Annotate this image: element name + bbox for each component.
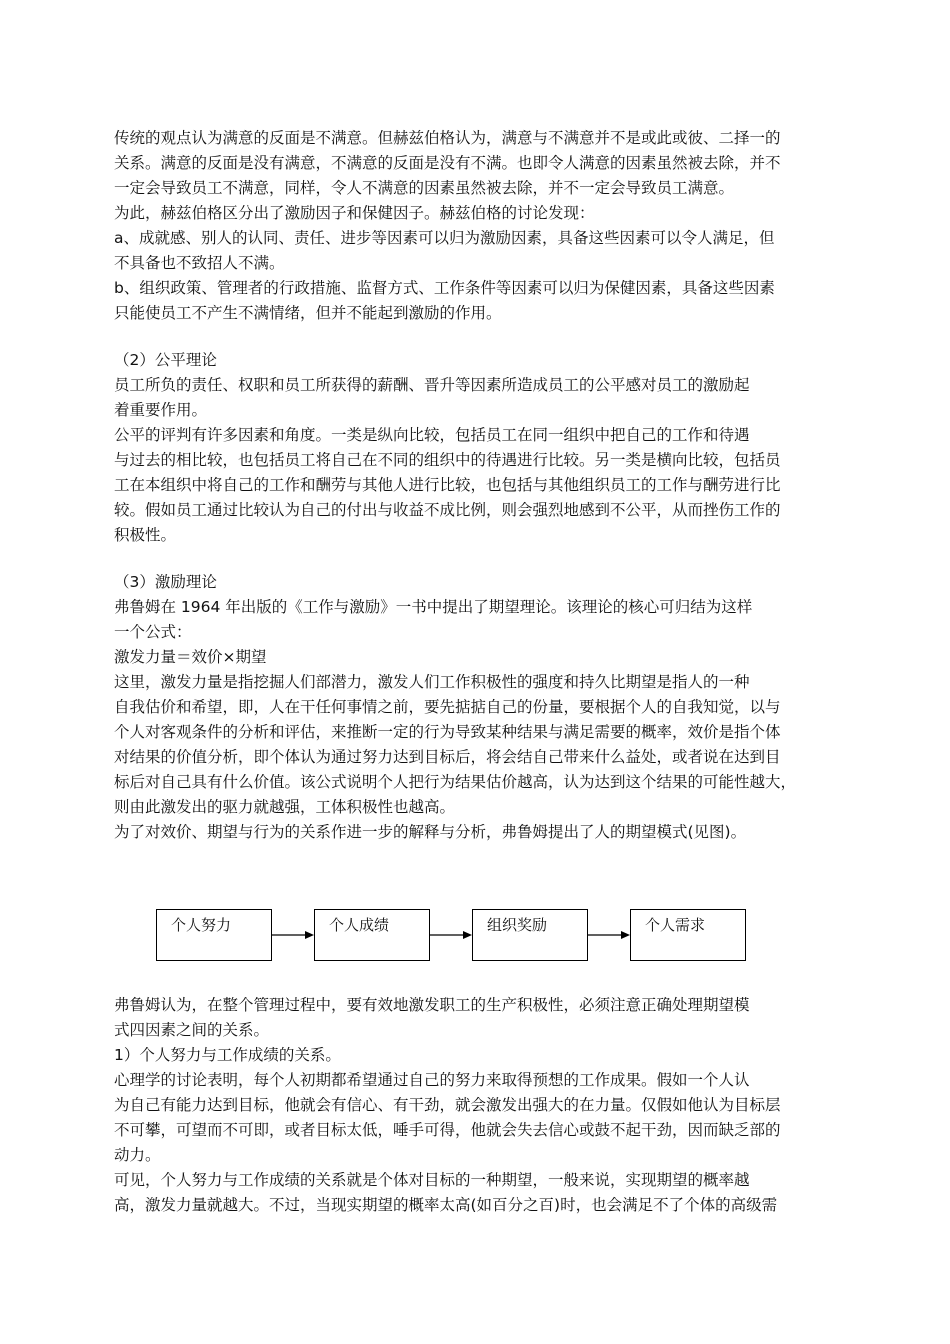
text-line: 一个公式： bbox=[114, 623, 192, 641]
text-line: 自我估价和希望，即，人在干任何事情之前，要先掂掂自己的份量，要根据个人的自我知觉，以与 bbox=[114, 698, 781, 716]
text-line: 公平的评判有许多因素和角度。一类是纵向比较，包括员工在同一组织中把自己的工作和待遇 bbox=[114, 426, 750, 444]
text-line: 高，激发力量就越大。不过，当现实期望的概率太高(如百分之百)时，也会满足不了个体的高级需 bbox=[114, 1196, 778, 1214]
text-line: 动力。 bbox=[114, 1146, 161, 1164]
diagram-box-reward bbox=[472, 909, 588, 961]
text-line: 式四因素之间的关系。 bbox=[114, 1021, 270, 1039]
text-line: 为了对效价、期望与行为的关系作进一步的解释与分析，弗鲁姆提出了人的期望模式(见图)。 bbox=[114, 823, 747, 841]
text-line: 与过去的相比较，也包括员工将自己在不同的组织中的待遇进行比较。另一类是横向比较，包括员 bbox=[114, 451, 781, 469]
text-line: 较。假如员工通过比较认为自己的付出与收益不成比例，则会强烈地感到不公平，从而挫伤工作的 bbox=[114, 501, 781, 519]
text-line: 这里，激发力量是指挖掘人们部潜力，激发人们工作积极性的强度和持久比期望是指人的一种 bbox=[114, 673, 750, 691]
text-line: 弗鲁姆认为，在整个管理过程中，要有效地激发职工的生产积极性，必须注意正确处理期望模 bbox=[114, 996, 750, 1014]
text-line: a、成就感、别人的认同、责任、进步等因素可以归为激励因素，具备这些因素可以令人满足，但 bbox=[114, 229, 775, 247]
text-line: 为自己有能力达到目标，他就会有信心、有干劲，就会激发出强大的在力量。仅假如他认为目标层 bbox=[114, 1096, 781, 1114]
arrow-right-icon bbox=[272, 929, 314, 941]
text-line: 着重要作用。 bbox=[114, 401, 208, 419]
text-line: 传统的观点认为满意的反面是不满意。但赫兹伯格认为，满意与不满意并不是或此或彼、二择一的 bbox=[114, 129, 781, 147]
box-label: 个人需求 bbox=[645, 916, 706, 934]
text-line: b、组织政策、管理者的行政措施、监督方式、工作条件等因素可以归为保健因素，具备这些因素 bbox=[114, 279, 775, 297]
text-line: 标后对自己具有什么价值。该公式说明个人把行为结果估价越高，认为达到这个结果的可能性越大， bbox=[114, 773, 797, 791]
text-line: 可见，个人努力与工作成绩的关系就是个体对目标的一种期望，一般来说，实现期望的概率越 bbox=[114, 1171, 750, 1189]
text-line: 弗鲁姆在 1964 年出版的《工作与激励》一书中提出了期望理论。该理论的核心可归结为这样 bbox=[114, 598, 753, 616]
box-label: 个人成绩 bbox=[329, 916, 390, 934]
arrow-right-icon bbox=[588, 929, 630, 941]
text-line: 积极性。 bbox=[114, 526, 177, 544]
arrow-right-icon bbox=[430, 929, 472, 941]
box-label: 个人努力 bbox=[171, 916, 232, 934]
text-line: 工在本组织中将自己的工作和酬劳与其他人进行比较，也包括与其他组织员工的工作与酬劳进行比 bbox=[114, 476, 781, 494]
text-line: 一定会导致员工不满意，同样，令人不满意的因素虽然被去除，并不一定会导致员工满意。 bbox=[114, 179, 735, 197]
diagram-box-performance bbox=[314, 909, 430, 961]
text-line: 心理学的讨论表明，每个人初期都希望通过自己的努力来取得预想的工作成果。假如一个人认 bbox=[114, 1071, 750, 1089]
diagram-box-needs bbox=[630, 909, 746, 961]
text-line: 只能使员工不产生不满情绪，但并不能起到激励的作用。 bbox=[114, 304, 502, 322]
text-line: 关系。满意的反面是没有满意，不满意的反面是没有不满。也即令人满意的因素虽然被去除，并不 bbox=[114, 154, 781, 172]
text-line: 对结果的价值分析，即个体认为通过努力达到目标后，将会结自己带来什么益处，或者说在达到目 bbox=[114, 748, 781, 766]
formula: 激发力量＝效价×期望 bbox=[114, 648, 267, 666]
text-line: 为此，赫兹伯格区分出了激励因子和保健因子。赫兹伯格的讨论发现： bbox=[114, 204, 595, 222]
text-line: 不可攀，可望而不可即，或者目标太低，唾手可得，他就会失去信心或鼓不起干劲，因而缺乏部的 bbox=[114, 1121, 781, 1139]
text-line: 则由此激发出的驱力就越强，工体积极性也越高。 bbox=[114, 798, 456, 816]
text-line: 个人对客观条件的分析和评估，来推断一定的行为导致某种结果与满足需要的概率，效价是指个体 bbox=[114, 723, 781, 741]
subheading: 1）个人努力与工作成绩的关系。 bbox=[114, 1046, 341, 1064]
section-heading: （3）激励理论 bbox=[114, 573, 217, 591]
box-label: 组织奖励 bbox=[487, 916, 548, 934]
text-line: 员工所负的责任、权职和员工所获得的薪酬、晋升等因素所造成员工的公平感对员工的激励起 bbox=[114, 376, 750, 394]
section-heading: （2）公平理论 bbox=[114, 351, 217, 369]
diagram-box-effort bbox=[156, 909, 272, 961]
text-line: 不具备也不致招人不满。 bbox=[114, 254, 285, 272]
